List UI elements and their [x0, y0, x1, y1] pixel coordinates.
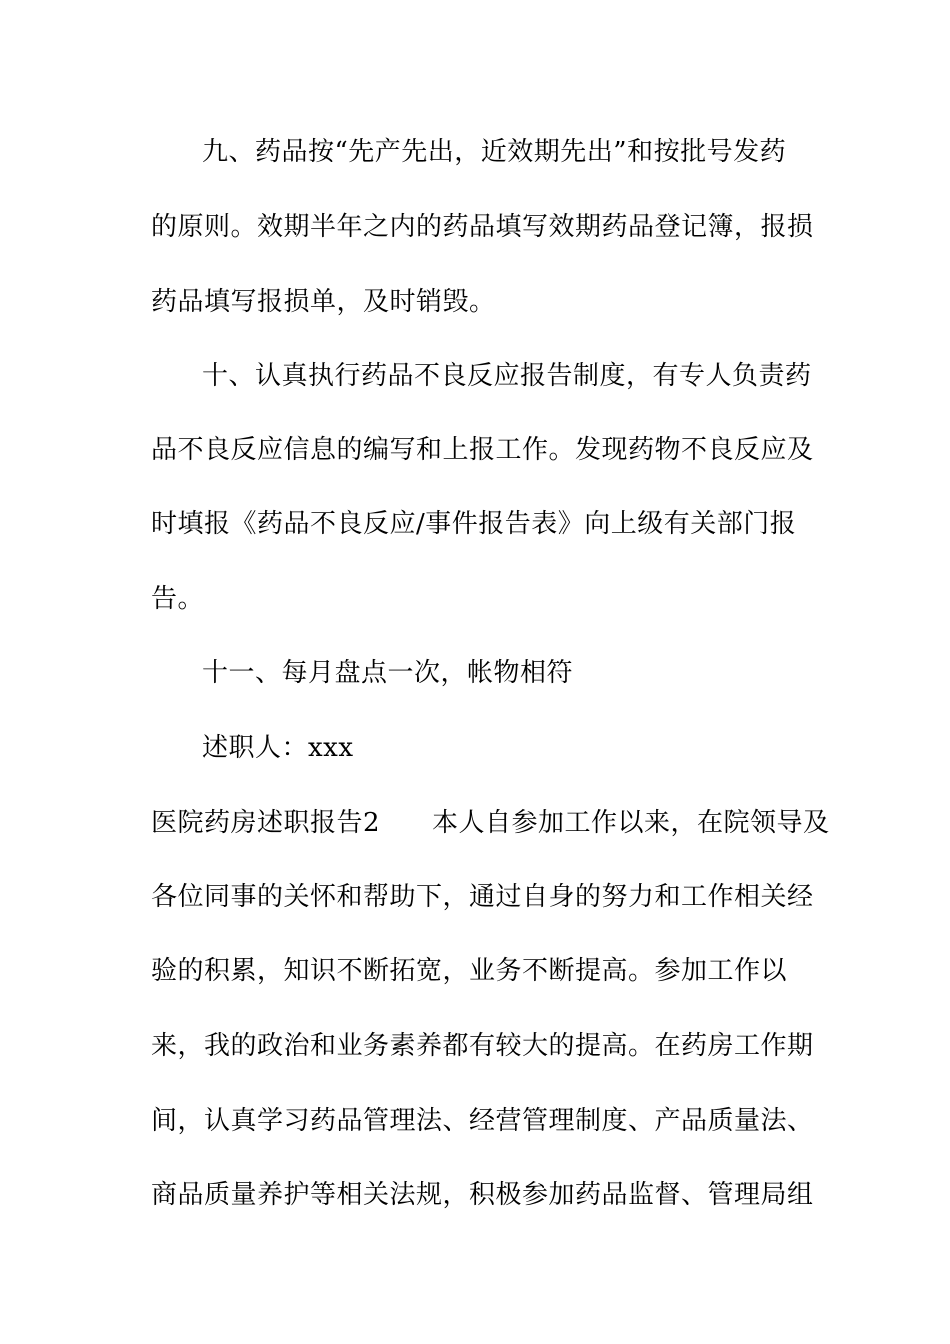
- report-heading-line: [151, 808, 830, 838]
- report-opening-text: 本人自参加工作以来，在院领导及: [432, 808, 830, 838]
- paragraph-line: 十一、每月盘点一次，帐物相符: [202, 658, 574, 688]
- paragraph-line: 各位同事的关怀和帮助下，通过自身的努力和工作相关经: [151, 882, 814, 912]
- paragraph-line: 的原则。效期半年之内的药品填写效期药品登记簿，报损: [151, 212, 814, 242]
- paragraph-line: 验的积累，知识不断拓宽，业务不断提高。参加工作以: [151, 956, 788, 986]
- paragraph-line: 告。: [151, 584, 205, 614]
- paragraph-line: 商品质量养护等相关法规，积极参加药品监督、管理局组: [151, 1180, 814, 1210]
- paragraph-line: 品不良反应信息的编写和上报工作。发现药物不良反应及: [151, 435, 814, 465]
- report-heading: 医院药房述职报告2: [151, 808, 381, 838]
- paragraph-line: 十、认真执行药品不良反应报告制度，有专人负责药: [202, 361, 812, 391]
- paragraph-line: 来，我的政治和业务素养都有较大的提高。在药房工作期: [151, 1031, 814, 1061]
- paragraph-line: 药品填写报损单，及时销毁。: [151, 287, 496, 317]
- signature-line: 述职人：xxx: [202, 733, 354, 763]
- paragraph-line: 间，认真学习药品管理法、经营管理制度、产品质量法、: [151, 1106, 814, 1136]
- paragraph-line: 九、药品按“先产先出，近效期先出”和按批号发药: [202, 137, 787, 167]
- paragraph-line: 时填报《药品不良反应/事件报告表》向上级有关部门报: [151, 509, 797, 539]
